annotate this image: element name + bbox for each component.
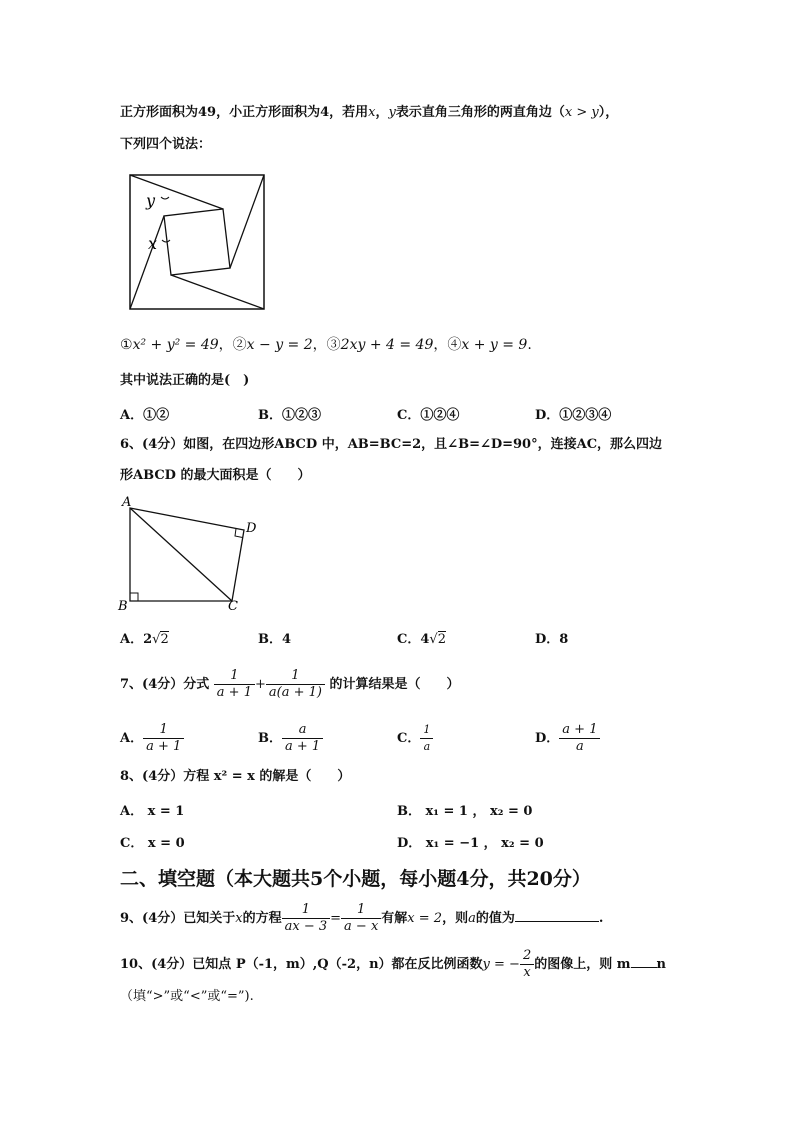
q7-option-c-label: C． xyxy=(397,731,421,746)
q6-option-a-text: A．2 xyxy=(120,632,153,647)
q10-post2: n xyxy=(656,957,666,972)
q5-statements xyxy=(120,336,532,354)
q10-f-den: x xyxy=(520,964,534,981)
q5-s3: 2xy + 4 = 49 xyxy=(340,337,434,353)
q5-condition: x > y xyxy=(564,105,599,120)
q7-a-num: 1 xyxy=(159,722,168,737)
q7-option-b-label: B． xyxy=(258,731,282,746)
q10-post: 的图像上，则 m xyxy=(534,957,631,972)
q5-option-a[interactable]: A．①② xyxy=(120,408,170,423)
q10-func-lhs: y = − xyxy=(482,957,520,972)
q5-s1: x² + y² = 49 xyxy=(132,337,219,353)
q7-f2-num: 1 xyxy=(291,668,300,683)
q10-f-num: 2 xyxy=(522,948,532,963)
q10-pre: 10、(4分）已知点 P（-1，m）,Q（-2，n）都在反比例函数 xyxy=(120,957,483,972)
q7-option-d-frac xyxy=(559,722,600,755)
q7-option-b[interactable] xyxy=(258,722,323,755)
q5-s2: x − y = 2 xyxy=(246,337,313,353)
q9-fraction-1 xyxy=(282,902,331,935)
q5-intro-line xyxy=(120,104,618,122)
q7-f1-num: 1 xyxy=(230,668,239,683)
q5-square-figure xyxy=(126,172,268,312)
q6-quadrilateral-figure xyxy=(116,494,266,616)
q9-end: . xyxy=(598,911,604,926)
q5-s3-mark: ，③ xyxy=(312,337,341,353)
q7-fraction-1 xyxy=(214,668,255,701)
q9-equals: = xyxy=(330,911,342,926)
q9-post2: ，则 xyxy=(442,911,469,926)
q10-fraction xyxy=(520,948,534,981)
q10-answer-blank[interactable] xyxy=(631,967,657,968)
q9-f2-num: 1 xyxy=(357,902,366,917)
q8-option-a[interactable]: A． x = 1 xyxy=(120,804,185,819)
q7-option-d-label: D． xyxy=(535,731,560,746)
q6-label-a: A xyxy=(122,495,132,510)
q5-intro-line2: 下列四个说法： xyxy=(120,137,212,152)
q9-var-x: x xyxy=(235,911,243,926)
q9-var-a: a xyxy=(468,911,476,926)
q6-label-d: D xyxy=(246,521,257,536)
q6-line2: 形ABCD 的最大面积是（ ） xyxy=(120,468,311,483)
q5-s-end: . xyxy=(527,337,532,353)
q7-option-a-label: A． xyxy=(120,731,144,746)
q6-option-c-radicand: 2 xyxy=(437,632,446,647)
q10-line1 xyxy=(120,948,666,981)
q6-option-c-text: C．4 xyxy=(397,632,430,647)
q7-option-a[interactable] xyxy=(120,722,184,755)
q9-f1-den: ax − 3 xyxy=(282,918,331,935)
q9-mid: 的方程 xyxy=(242,911,282,926)
q9-line xyxy=(120,902,603,935)
section-2-heading: 二、填空题（本大题共5个小题，每小题4分，共20分） xyxy=(120,868,591,890)
sqrt-icon: √ xyxy=(429,632,438,647)
q5-s4: x + y = 9 xyxy=(461,337,528,353)
q6-option-b[interactable] xyxy=(258,628,291,647)
q6-label-c: C xyxy=(228,599,238,614)
q6-option-a[interactable] xyxy=(120,628,169,647)
q7-option-a-frac xyxy=(143,722,184,755)
q5-var-y: y xyxy=(388,105,396,120)
q5-option-c[interactable]: C．①②④ xyxy=(397,408,460,423)
q6-option-b-text: B．4 xyxy=(258,632,292,647)
q7-option-c-frac xyxy=(420,722,433,755)
q5-fig-label-x: x xyxy=(148,234,158,253)
q6-line1: 6、(4分）如图，在四边形ABCD 中，AB=BC=2，且∠B=∠D=90°，连接AC，那么四边 xyxy=(120,437,663,452)
q5-s1-mark: ① xyxy=(120,337,133,353)
q7-pre: 7、(4分）分式 xyxy=(120,677,210,692)
q7-option-c[interactable] xyxy=(397,722,433,755)
q7-b-den: a + 1 xyxy=(282,738,323,755)
q8-line: 8、(4分）方程 x² = x 的解是（ ） xyxy=(120,769,351,784)
q5-var-x: x xyxy=(368,105,376,120)
q5-question: 其中说法正确的是( ) xyxy=(120,373,250,388)
q9-post1: 有解 xyxy=(381,911,408,926)
q9-post3: 的值为 xyxy=(475,911,515,926)
q6-option-d-text: D．8 xyxy=(535,632,569,647)
q7-f2-den: a(a + 1) xyxy=(266,684,325,701)
q9-pre: 9、(4分）已知关于 xyxy=(120,911,236,926)
q7-d-den: a xyxy=(559,738,600,755)
q7-option-d[interactable] xyxy=(535,722,600,755)
q6-option-d[interactable] xyxy=(535,628,568,647)
q5-intro-a: 正方形面积为49，小正方形面积为4，若用 xyxy=(120,105,369,120)
q8-option-d[interactable]: D． x₁ = −1 ， x₂ = 0 xyxy=(397,836,544,851)
q7-c-num: 1 xyxy=(423,723,431,736)
q8-option-c[interactable]: C． x = 0 xyxy=(120,836,185,851)
q10-line2: （填“>”或“<”或“=”). xyxy=(120,989,254,1004)
q7-option-b-frac xyxy=(282,722,323,755)
q5-s2-mark: ，② xyxy=(218,337,247,353)
q7-b-num: a xyxy=(298,722,307,737)
q7-c-den: a xyxy=(420,738,433,755)
q5-option-b[interactable]: B．①②③ xyxy=(258,408,321,423)
q9-f2-den: a − x xyxy=(341,918,381,935)
q7-plus: + xyxy=(254,677,266,692)
q5-option-d[interactable]: D．①②③④ xyxy=(535,408,612,423)
q6-option-a-radicand: 2 xyxy=(160,632,169,647)
q9-answer-blank[interactable] xyxy=(515,921,599,922)
q5-s4-mark: ，④ xyxy=(433,337,462,353)
q7-fraction-2 xyxy=(266,668,325,701)
q7-line xyxy=(120,668,460,701)
q5-intro-c: ）， xyxy=(598,105,619,120)
q9-fraction-2 xyxy=(341,902,381,935)
q5-fig-label-y: y xyxy=(146,191,156,210)
q9-f1-num: 1 xyxy=(301,902,310,917)
q8-option-b[interactable]: B． x₁ = 1 ， x₂ = 0 xyxy=(397,804,533,819)
q6-option-c[interactable] xyxy=(397,628,446,647)
q9-solution: x = 2 xyxy=(407,911,443,926)
q7-f1-den: a + 1 xyxy=(214,684,255,701)
sqrt-icon: √ xyxy=(152,632,161,647)
q7-a-den: a + 1 xyxy=(143,738,184,755)
q5-intro-sep: ， xyxy=(375,105,389,120)
q5-intro-b: 表示直角三角形的两直角边（ xyxy=(395,105,565,120)
q7-d-num: a + 1 xyxy=(562,722,598,737)
q7-post: 的计算结果是（ ） xyxy=(329,677,460,692)
q6-label-b: B xyxy=(118,599,128,614)
